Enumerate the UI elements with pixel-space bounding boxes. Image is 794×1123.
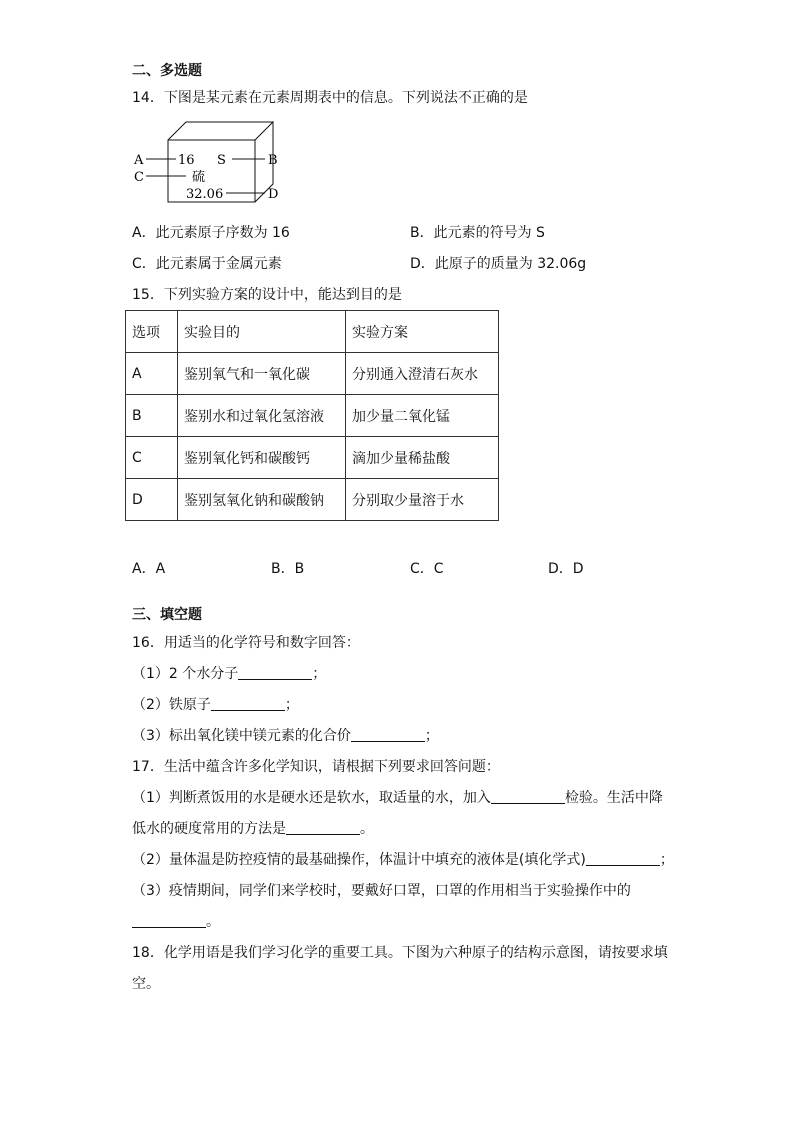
q17-part-1-line-1	[132, 789, 663, 807]
question-16-stem: 16．用适当的化学符号和数字回答：	[132, 635, 360, 651]
answer-blank[interactable]	[286, 820, 360, 835]
label-d: D	[268, 187, 279, 202]
table-header-row	[126, 311, 499, 353]
semicolon: ；	[284, 697, 299, 713]
q16-part-3	[132, 727, 439, 745]
table-cell: 滴加少量稀盐酸	[346, 437, 499, 479]
table-cell: 鉴别水和过氧化氢溶液	[178, 395, 346, 437]
q17-part-1-line-2	[132, 820, 374, 838]
q14-option-b: B．此元素的符号为 S	[410, 225, 545, 241]
q16-part-1	[132, 665, 326, 683]
table-cell: 鉴别氢氧化钠和碳酸钠	[178, 479, 346, 521]
question-18-stem-line-2: 空。	[132, 976, 160, 992]
element-cell-diagram	[128, 118, 298, 208]
label-a: A	[134, 153, 144, 168]
q16-part-2-text: （2）铁原子	[132, 697, 211, 713]
atomic-mass: 32.06	[186, 187, 224, 202]
answer-blank[interactable]	[132, 913, 206, 928]
question-15-stem: 15．下列实验方案的设计中，能达到目的是	[132, 287, 402, 303]
table-cell: 分别通入澄清石灰水	[346, 353, 499, 395]
element-name: 硫	[192, 170, 206, 185]
table-cell: D	[126, 479, 178, 521]
q15-option-d: D．D	[548, 561, 584, 577]
period: 。	[206, 914, 220, 930]
table-row	[126, 395, 499, 437]
table-cell: B	[126, 395, 178, 437]
atomic-number: 16	[178, 153, 195, 168]
header-cell: 实验方案	[346, 311, 499, 353]
table-row	[126, 353, 499, 395]
experiment-table	[125, 310, 499, 521]
semicolon: ；	[424, 728, 439, 744]
table-row	[126, 437, 499, 479]
question-14-stem: 14．下图是某元素在元素周期表中的信息。下列说法不正确的是	[132, 90, 528, 106]
q17-part-2-text: （2）量体温是防控疫情的最基础操作，体温计中填充的液体是(填化学式)	[132, 852, 586, 868]
question-17-stem: 17．生活中蕴含许多化学知识，请根据下列要求回答问题：	[132, 759, 500, 775]
section-heading-multiple-choice: 二、多选题	[132, 63, 202, 79]
header-cell: 实验目的	[178, 311, 346, 353]
label-b: B	[268, 153, 278, 168]
q17-part-3: （3）疫情期间，同学们来学校时，要戴好口罩，口罩的作用相当于实验操作中的	[132, 883, 631, 899]
q17-part-1-text-c: 低水的硬度常用的方法是	[132, 821, 286, 837]
q16-part-1-text: （1）2 个水分子	[132, 666, 239, 682]
cube-top-face	[168, 122, 273, 140]
label-c: C	[134, 170, 144, 185]
q16-part-2	[132, 696, 299, 714]
q16-part-3-text: （3）标出氧化镁中镁元素的化合价	[132, 728, 351, 744]
q15-option-b: B．B	[271, 561, 305, 577]
element-symbol: S	[217, 153, 226, 168]
table-cell: 分别取少量溶于水	[346, 479, 499, 521]
table-cell: C	[126, 437, 178, 479]
q17-part-3-answer-line	[132, 913, 220, 931]
period: 。	[360, 821, 374, 837]
answer-blank[interactable]	[211, 696, 285, 711]
table-row	[126, 479, 499, 521]
semicolon: ；	[659, 852, 674, 868]
q17-part-1-text-a: （1）判断煮饭用的水是硬水还是软水，取适量的水，加入	[132, 790, 491, 806]
q14-option-a: A．此元素原子序数为 16	[132, 225, 290, 241]
answer-blank[interactable]	[351, 727, 425, 742]
q15-option-c: C．C	[410, 561, 444, 577]
table-cell: A	[126, 353, 178, 395]
header-cell: 选项	[126, 311, 178, 353]
semicolon: ；	[312, 666, 327, 682]
q14-option-d: D．此原子的质量为 32.06g	[410, 256, 587, 272]
q17-part-1-text-b: 检验。生活中降	[564, 790, 663, 806]
section-heading-fill-blank: 三、填空题	[132, 607, 202, 623]
answer-blank[interactable]	[491, 789, 565, 804]
table-cell: 鉴别氧气和一氧化碳	[178, 353, 346, 395]
q14-option-c: C．此元素属于金属元素	[132, 256, 282, 272]
answer-blank[interactable]	[586, 851, 660, 866]
table-cell: 加少量二氧化锰	[346, 395, 499, 437]
element-cell-figure	[128, 118, 298, 212]
question-18-stem-line-1: 18．化学用语是我们学习化学的重要工具。下图为六种原子的结构示意图，请按要求填	[132, 945, 668, 961]
q17-part-2	[132, 851, 674, 869]
q15-option-a: A．A	[132, 561, 166, 577]
table-cell: 鉴别氧化钙和碳酸钙	[178, 437, 346, 479]
answer-blank[interactable]	[238, 665, 312, 680]
